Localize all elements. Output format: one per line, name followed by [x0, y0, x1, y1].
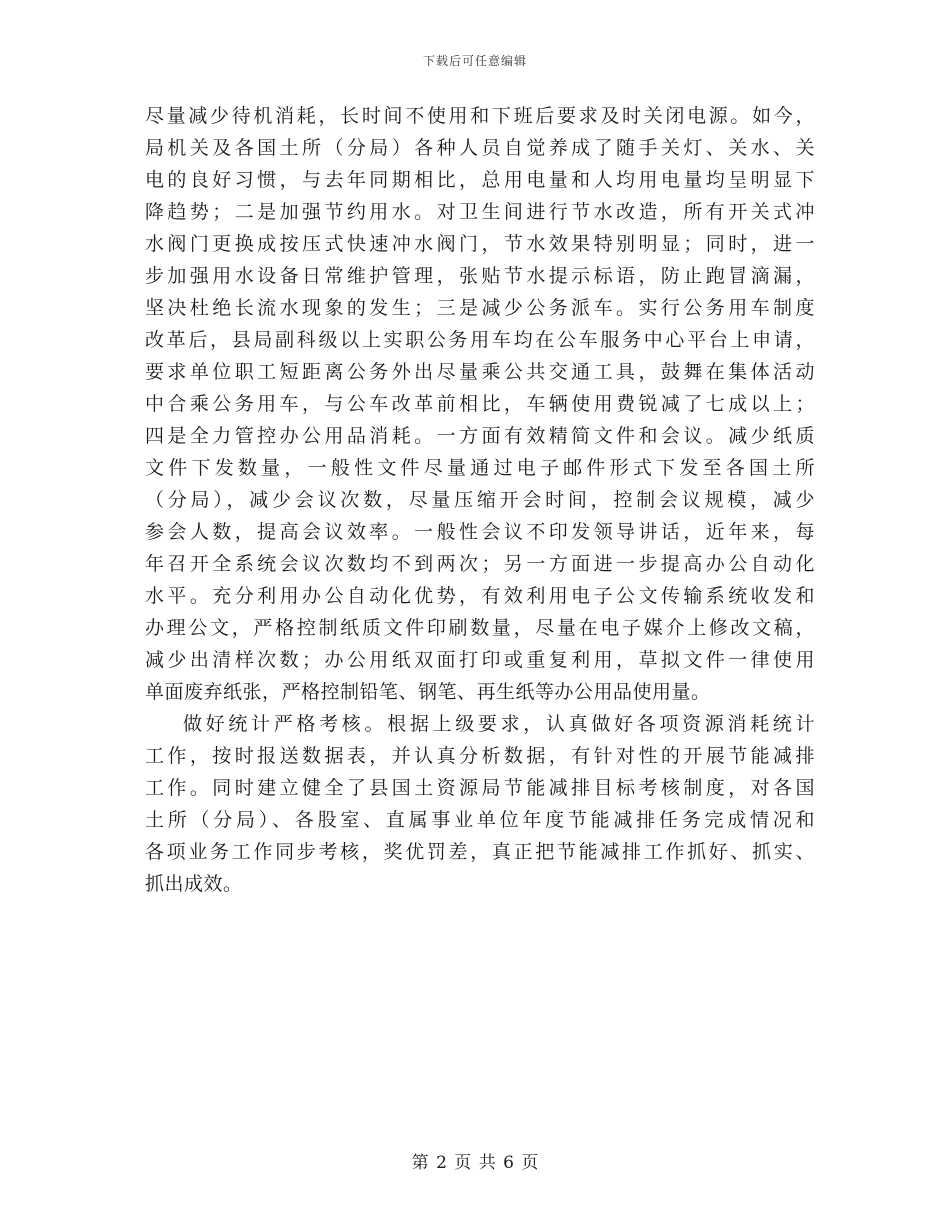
text-line: （分局），减少会议次数，尽量压缩开会时间，控制会议规模，减少 — [145, 489, 815, 511]
text-line: 中合乘公务用车，与公车改革前相比，车辆使用费锐减了七成以上； — [145, 393, 815, 415]
text-line: 尽量减少待机消耗，长时间不使用和下班后要求及时关闭电源。如今， — [145, 105, 815, 127]
text-line: 办理公文，严格控制纸质文件印刷数量，尽量在电子媒介上修改文稿， — [145, 617, 815, 639]
page-header: 下载后可任意编辑 — [422, 54, 527, 68]
text-line: 水平。充分利用办公自动化优势，有效利用电子公文传输系统收发和 — [145, 585, 815, 607]
text-line: 工作。同时建立健全了县国土资源局节能减排目标考核制度，对各国 — [145, 777, 815, 799]
text-line: 步加强用水设备日常维护管理，张贴节水提示标语，防止跑冒滴漏， — [145, 265, 815, 287]
text-line: 参会人数，提高会议效率。一般性会议不印发领导讲话，近年来，每 — [145, 521, 815, 543]
text-line: 电的良好习惯，与去年同期相比，总用电量和人均用电量均呈明显下 — [145, 169, 815, 191]
text-line: 各项业务工作同步考核，奖优罚差，真正把节能减排工作抓好、抓实、 — [145, 841, 815, 863]
paragraph-1 — [145, 100, 815, 708]
body-text — [145, 100, 815, 900]
text-line: 水阀门更换成按压式快速冲水阀门，节水效果特别明显；同时，进一 — [145, 233, 815, 255]
text-line: 局机关及各国土所（分局）各种人员自觉养成了随手关灯、关水、关 — [145, 137, 815, 159]
text-line: 坚决杜绝长流水现象的发生；三是减少公务派车。实行公务用车制度 — [145, 297, 815, 319]
text-line: 改革后，县局副科级以上实职公务用车均在公车服务中心平台上申请， — [145, 329, 815, 351]
text-line: 四是全力管控办公用品消耗。一方面有效精简文件和会议。减少纸质 — [145, 425, 815, 447]
text-line: 做好统计严格考核。根据上级要求，认真做好各项资源消耗统计 — [183, 713, 815, 735]
text-line: 降趋势；二是加强节约用水。对卫生间进行节水改造，所有开关式冲 — [145, 201, 815, 223]
text-line: 工作，按时报送数据表，并认真分析数据，有针对性的开展节能减排 — [145, 745, 815, 767]
text-line: 要求单位职工短距离公务外出尽量乘公共交通工具，鼓舞在集体活动 — [145, 361, 815, 383]
text-line: 抓出成效。 — [145, 873, 243, 895]
text-line: 土所（分局）、各股室、直属事业单位年度节能减排任务完成情况和 — [145, 809, 815, 831]
text-line: 文件下发数量，一般性文件尽量通过电子邮件形式下发至各国土所 — [145, 457, 815, 479]
text-line: 单面废弃纸张，严格控制铅笔、钢笔、再生纸等办公用品使用量。 — [145, 681, 711, 703]
page-number: 第 2 页 共 6 页 — [411, 1153, 539, 1173]
text-line: 年召开全系统会议次数均不到两次；另一方面进一步提高办公自动化 — [145, 553, 815, 575]
text-line: 减少出清样次数；办公用纸双面打印或重复利用，草拟文件一律使用 — [145, 649, 815, 671]
paragraph-2 — [145, 708, 815, 900]
